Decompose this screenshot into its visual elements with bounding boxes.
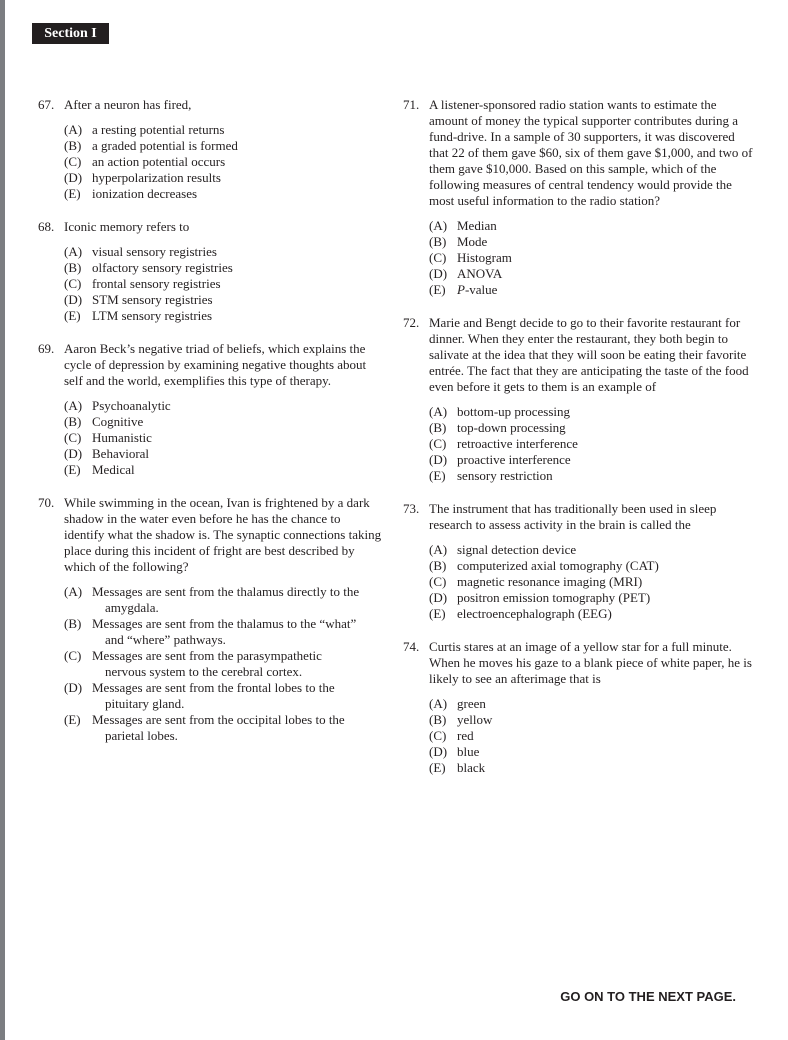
choice-text-continued: pituitary gland. (105, 696, 185, 711)
choice-text: green (457, 696, 486, 711)
choice-label: (E) (429, 606, 446, 621)
choice-e[interactable] (429, 760, 753, 776)
choice-label: (B) (429, 420, 447, 435)
choice-label: (E) (64, 308, 81, 323)
answer-choices (403, 542, 753, 622)
choice-label: (E) (429, 468, 446, 483)
question-71 (403, 97, 753, 298)
choice-label: (C) (64, 648, 82, 663)
choice-a[interactable] (429, 542, 753, 558)
choice-label: (E) (64, 712, 81, 727)
choice-c[interactable] (429, 728, 753, 744)
question-69 (38, 341, 383, 478)
choice-label: (A) (429, 218, 448, 233)
choice-a[interactable] (429, 404, 753, 420)
choice-text: visual sensory registries (92, 244, 217, 259)
choice-label: (D) (429, 744, 448, 759)
choice-text: Mode (457, 234, 488, 249)
question-number: 70. (38, 495, 55, 510)
question-number: 71. (403, 97, 420, 112)
choice-label: (A) (64, 584, 83, 599)
question-74 (403, 639, 753, 776)
choice-label: (C) (429, 436, 447, 451)
answer-choices (38, 122, 383, 202)
choice-c[interactable] (429, 436, 753, 452)
answer-choices (38, 584, 383, 744)
choice-text-continued: parietal lobes. (105, 728, 178, 743)
right-column (403, 97, 753, 793)
choice-text: retroactive interference (457, 436, 578, 451)
choice-a[interactable] (64, 398, 383, 414)
choice-c[interactable] (64, 276, 383, 292)
choice-text: signal detection device (457, 542, 577, 557)
choice-text: Messages are sent from the occipital lobes to the (92, 712, 345, 727)
choice-a[interactable] (64, 244, 383, 260)
choice-d[interactable] (429, 266, 753, 282)
choice-b[interactable] (429, 558, 753, 574)
question-stem: After a neuron has fired, (64, 97, 192, 112)
choice-e[interactable] (64, 712, 383, 744)
choice-e[interactable] (64, 462, 383, 478)
choice-text: Psychoanalytic (92, 398, 171, 413)
choice-label: (D) (64, 292, 83, 307)
choice-text-continued: amygdala. (105, 600, 159, 615)
choice-label: (E) (429, 760, 446, 775)
choice-d[interactable] (64, 292, 383, 308)
choice-c[interactable] (64, 648, 383, 680)
choice-a[interactable] (429, 696, 753, 712)
choice-label: (D) (64, 680, 83, 695)
question-73 (403, 501, 753, 622)
choice-text: proactive interference (457, 452, 571, 467)
question-number: 72. (403, 315, 420, 330)
choice-text: olfactory sensory registries (92, 260, 233, 275)
choice-text: Median (457, 218, 497, 233)
choice-text: Humanistic (92, 430, 152, 445)
choice-text: an action potential occurs (92, 154, 226, 169)
question-stem: The instrument that has traditionally been used in sleep research to assess activity in the brain is called the (429, 501, 717, 532)
answer-choices (403, 404, 753, 484)
choice-label: (E) (429, 282, 446, 297)
page-edge-bar (0, 0, 5, 1040)
choice-label: (E) (64, 462, 81, 477)
continue-instruction: GO ON TO THE NEXT PAGE. (560, 989, 736, 1004)
question-number: 74. (403, 639, 420, 654)
choice-c[interactable] (64, 154, 383, 170)
choice-label: (D) (429, 590, 448, 605)
choice-d[interactable] (64, 170, 383, 186)
choice-b[interactable] (64, 414, 383, 430)
choice-text: a resting potential returns (92, 122, 225, 137)
choice-label: (D) (64, 170, 83, 185)
choice-label: (B) (64, 260, 82, 275)
choice-label: (D) (429, 266, 448, 281)
choice-label: (B) (429, 712, 447, 727)
choice-text: Messages are sent from the parasympathetic (92, 648, 322, 663)
choice-label: (B) (429, 234, 447, 249)
choice-e[interactable] (429, 282, 753, 298)
question-number: 67. (38, 97, 55, 112)
choice-d[interactable] (64, 446, 383, 462)
choice-label: (B) (64, 138, 82, 153)
choice-label: (C) (429, 728, 447, 743)
choice-label: (A) (429, 696, 448, 711)
choice-text: Histogram (457, 250, 512, 265)
choice-text: top-down processing (457, 420, 566, 435)
choice-text: electroencephalograph (EEG) (457, 606, 612, 621)
choice-e[interactable] (64, 308, 383, 324)
choice-text: computerized axial tomography (CAT) (457, 558, 659, 573)
choice-label: (D) (429, 452, 448, 467)
choice-b[interactable] (429, 420, 753, 436)
choice-text-italic: P (457, 282, 465, 297)
question-stem: Aaron Beck’s negative triad of beliefs, which explains the cycle of depression by examining negative thoughts about self and the world, exemplifies this type of therapy. (64, 341, 367, 388)
question-67 (38, 97, 383, 202)
choice-label: (C) (64, 154, 82, 169)
choice-label: (A) (429, 542, 448, 557)
choice-text: ionization decreases (92, 186, 198, 201)
choice-b[interactable] (64, 260, 383, 276)
choice-label: (A) (429, 404, 448, 419)
choice-text: black (457, 760, 486, 775)
choice-label: (C) (429, 250, 447, 265)
choice-text: bottom-up processing (457, 404, 571, 419)
question-number: 68. (38, 219, 55, 234)
choice-e[interactable] (64, 186, 383, 202)
choice-label: (A) (64, 122, 83, 137)
choice-label: (C) (429, 574, 447, 589)
choice-b[interactable] (429, 234, 753, 250)
choice-d[interactable] (429, 452, 753, 468)
question-stem: While swimming in the ocean, Ivan is frightened by a dark shadow in the water even before he has the chance to identify what the shadow is. The synaptic connections taking place during this incident of fright are best described by which of the following? (64, 495, 382, 574)
choice-text: yellow (457, 712, 493, 727)
choice-text-continued: nervous system to the cerebral cortex. (105, 664, 303, 679)
choice-label: (B) (64, 616, 82, 631)
choice-text: STM sensory registries (92, 292, 213, 307)
choice-label: (E) (64, 186, 81, 201)
question-stem: A listener-sponsored radio station wants to estimate the amount of money the typical supporter contributes during a fund-drive. In a sample of 30 supporters, it was discovered that 22 of them gave $60, six of them gave $1,000, and two of them gave $10,000. Based on this sample, which of the following measures of central tendency would provide the most useful information to the radio station? (429, 97, 753, 208)
choice-text: ANOVA (457, 266, 503, 281)
choice-text: magnetic resonance imaging (MRI) (457, 574, 643, 589)
choice-a[interactable] (429, 218, 753, 234)
choice-c[interactable] (429, 250, 753, 266)
choice-text: -value (464, 282, 498, 297)
left-column (38, 97, 383, 761)
choice-label: (C) (64, 430, 82, 445)
choice-d[interactable] (64, 680, 383, 712)
choice-text: Messages are sent from the frontal lobes to the (92, 680, 335, 695)
choice-c[interactable] (64, 430, 383, 446)
answer-choices (403, 218, 753, 298)
choice-text: LTM sensory registries (92, 308, 213, 323)
question-number: 69. (38, 341, 55, 356)
choice-a[interactable] (64, 122, 383, 138)
choice-d[interactable] (429, 590, 753, 606)
choice-label: (A) (64, 244, 83, 259)
choice-label: (B) (429, 558, 447, 573)
choice-e[interactable] (429, 468, 753, 484)
choice-text: red (457, 728, 474, 743)
choice-text: Messages are sent from the thalamus to the “what” (92, 616, 357, 631)
choice-text: sensory restriction (457, 468, 553, 483)
choice-c[interactable] (429, 574, 753, 590)
choice-label: (B) (64, 414, 82, 429)
choice-b[interactable] (64, 616, 383, 648)
question-stem: Curtis stares at an image of a yellow star for a full minute. When he moves his gaze to a blank piece of white paper, he is likely to see an afterimage that is (429, 639, 752, 686)
choice-label: (A) (64, 398, 83, 413)
choice-b[interactable] (64, 138, 383, 154)
choice-a[interactable] (64, 584, 383, 616)
choice-d[interactable] (429, 744, 753, 760)
answer-choices (403, 696, 753, 776)
choice-text: frontal sensory registries (92, 276, 221, 291)
answer-choices (38, 398, 383, 478)
choice-label: (C) (64, 276, 82, 291)
choice-text: Behavioral (92, 446, 150, 461)
choice-text: hyperpolarization results (92, 170, 221, 185)
section-badge: Section I (32, 23, 109, 44)
question-72 (403, 315, 753, 484)
choice-text: Messages are sent from the thalamus directly to the (92, 584, 360, 599)
question-stem: Marie and Bengt decide to go to their favorite restaurant for dinner. When they enter the restaurant, they both begin to salivate at the idea that they will soon be eating their favorite entrée. The fact that they are anticipating the taste of the food even before it gets to them is an example of (429, 315, 749, 394)
choice-text: a graded potential is formed (92, 138, 238, 153)
choice-e[interactable] (429, 606, 753, 622)
question-68 (38, 219, 383, 324)
question-stem: Iconic memory refers to (64, 219, 190, 234)
choice-text: Cognitive (92, 414, 144, 429)
choice-text: blue (457, 744, 480, 759)
question-number: 73. (403, 501, 420, 516)
choice-label: (D) (64, 446, 83, 461)
question-70 (38, 495, 383, 744)
answer-choices (38, 244, 383, 324)
choice-text: positron emission tomography (PET) (457, 590, 651, 605)
choice-text: Medical (92, 462, 135, 477)
choice-text-continued: and “where” pathways. (105, 632, 226, 647)
choice-b[interactable] (429, 712, 753, 728)
